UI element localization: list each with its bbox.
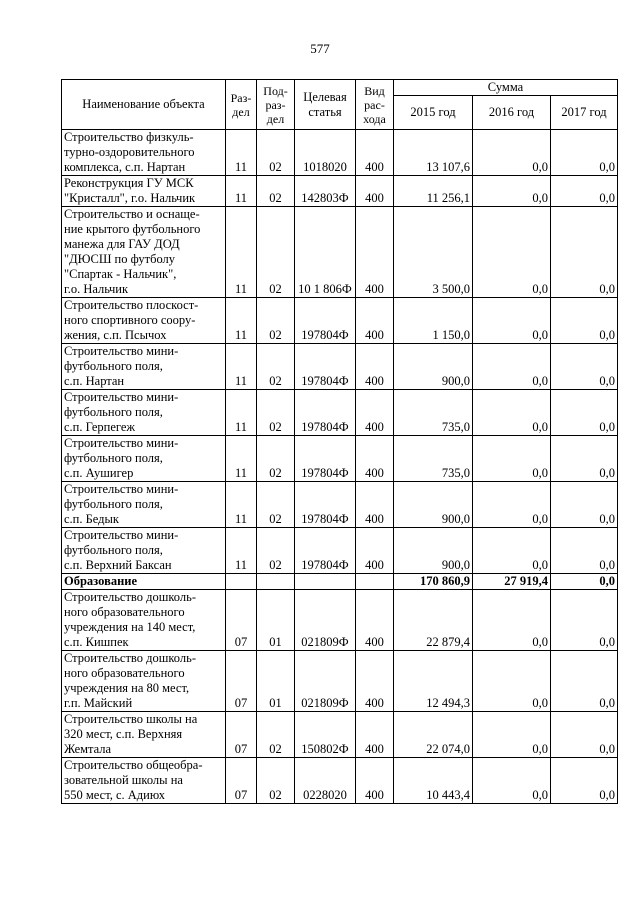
row-vid-raskhoda (356, 574, 394, 590)
row-sum-2015: 735,0 (394, 390, 473, 436)
row-object-name: Строительство физкуль- турно-оздоровительного комплекса, с.п. Нартан (62, 130, 226, 176)
row-sum-2016: 0,0 (473, 482, 551, 528)
row-podrazdel: 01 (257, 651, 295, 712)
row-razdel: 07 (226, 590, 257, 651)
row-sum-2015: 900,0 (394, 528, 473, 574)
row-sum-2017: 0,0 (551, 176, 618, 207)
section-row (62, 574, 618, 590)
row-object-name: Образование (62, 574, 226, 590)
table-row (62, 390, 618, 436)
row-sum-2015: 22 879,4 (394, 590, 473, 651)
row-sum-2015: 1 150,0 (394, 298, 473, 344)
row-sum-2015: 900,0 (394, 482, 473, 528)
header-summa: Сумма (394, 80, 618, 96)
row-celevaya-statya: 142803Ф (295, 176, 356, 207)
row-sum-2016: 0,0 (473, 298, 551, 344)
row-vid-raskhoda: 400 (356, 590, 394, 651)
header-year-2015: 2015 год (394, 96, 473, 130)
row-sum-2016: 0,0 (473, 758, 551, 804)
header-vid-text: Вид рас- хода (363, 83, 386, 126)
row-vid-raskhoda: 400 (356, 298, 394, 344)
row-razdel: 07 (226, 758, 257, 804)
row-podrazdel: 02 (257, 344, 295, 390)
row-sum-2015: 12 494,3 (394, 651, 473, 712)
row-celevaya-statya: 1018020 (295, 130, 356, 176)
table-row (62, 207, 618, 298)
row-celevaya-statya: 197804Ф (295, 344, 356, 390)
row-razdel: 11 (226, 298, 257, 344)
row-razdel: 11 (226, 176, 257, 207)
row-vid-raskhoda: 400 (356, 758, 394, 804)
header-podrazdel-text: Под- раз- дел (263, 83, 288, 126)
row-razdel: 07 (226, 651, 257, 712)
header-podrazdel (257, 80, 295, 130)
table-row (62, 712, 618, 758)
row-razdel: 11 (226, 344, 257, 390)
row-sum-2015: 11 256,1 (394, 176, 473, 207)
row-sum-2016: 0,0 (473, 207, 551, 298)
page-number: 577 (310, 41, 330, 56)
row-sum-2015: 13 107,6 (394, 130, 473, 176)
row-celevaya-statya: 197804Ф (295, 482, 356, 528)
row-sum-2016: 0,0 (473, 590, 551, 651)
header-vid-raskhoda (356, 80, 394, 130)
row-celevaya-statya: 021809Ф (295, 651, 356, 712)
row-vid-raskhoda: 400 (356, 651, 394, 712)
row-podrazdel: 02 (257, 528, 295, 574)
header-year-2016: 2016 год (473, 96, 551, 130)
row-celevaya-statya: 197804Ф (295, 528, 356, 574)
row-podrazdel: 02 (257, 176, 295, 207)
table-row (62, 590, 618, 651)
table-row (62, 528, 618, 574)
row-vid-raskhoda: 400 (356, 436, 394, 482)
row-razdel: 11 (226, 482, 257, 528)
budget-table (61, 79, 618, 804)
row-sum-2015: 22 074,0 (394, 712, 473, 758)
row-sum-2015: 10 443,4 (394, 758, 473, 804)
row-celevaya-statya (295, 574, 356, 590)
row-sum-2017: 0,0 (551, 130, 618, 176)
row-object-name: Строительство мини- футбольного поля, с.п. Герпегеж (62, 390, 226, 436)
row-razdel: 11 (226, 207, 257, 298)
row-razdel: 11 (226, 130, 257, 176)
row-sum-2016: 0,0 (473, 130, 551, 176)
row-sum-2017: 0,0 (551, 344, 618, 390)
table-row (62, 482, 618, 528)
table-row (62, 130, 618, 176)
row-sum-2015: 900,0 (394, 344, 473, 390)
row-podrazdel: 02 (257, 130, 295, 176)
row-podrazdel: 02 (257, 712, 295, 758)
row-object-name: Строительство мини- футбольного поля, с.п. Нартан (62, 344, 226, 390)
row-vid-raskhoda: 400 (356, 482, 394, 528)
row-celevaya-statya: 10 1 806Ф (295, 207, 356, 298)
row-sum-2016: 0,0 (473, 344, 551, 390)
row-object-name: Строительство дошколь- ного образовательного учреждения на 80 мест, г.п. Майский (62, 651, 226, 712)
row-object-name: Строительство мини- футбольного поля, с.п. Аушигер (62, 436, 226, 482)
row-razdel: 07 (226, 712, 257, 758)
row-podrazdel (257, 574, 295, 590)
table-body (62, 130, 618, 804)
row-celevaya-statya: 150802Ф (295, 712, 356, 758)
row-sum-2016: 0,0 (473, 712, 551, 758)
row-object-name: Строительство плоскост- ного спортивного соору- жения, с.п. Псычох (62, 298, 226, 344)
table-row (62, 298, 618, 344)
header-year-2017: 2017 год (551, 96, 618, 130)
row-vid-raskhoda: 400 (356, 130, 394, 176)
row-podrazdel: 02 (257, 298, 295, 344)
row-razdel: 11 (226, 528, 257, 574)
row-sum-2017: 0,0 (551, 528, 618, 574)
header-celevaya-statya (295, 80, 356, 130)
row-object-name: Строительство дошколь- ного образовательного учреждения на 140 мест, с.п. Кишпек (62, 590, 226, 651)
header-razdel (226, 80, 257, 130)
row-sum-2017: 0,0 (551, 436, 618, 482)
row-sum-2017: 0,0 (551, 390, 618, 436)
row-podrazdel: 01 (257, 590, 295, 651)
row-podrazdel: 02 (257, 436, 295, 482)
header-razdel-text: Раз- дел (230, 90, 252, 119)
row-podrazdel: 02 (257, 207, 295, 298)
row-sum-2017: 0,0 (551, 651, 618, 712)
row-sum-2016: 0,0 (473, 390, 551, 436)
row-vid-raskhoda: 400 (356, 528, 394, 574)
row-vid-raskhoda: 400 (356, 390, 394, 436)
row-razdel: 11 (226, 436, 257, 482)
row-sum-2016: 0,0 (473, 436, 551, 482)
row-celevaya-statya: 197804Ф (295, 298, 356, 344)
row-sum-2016: 27 919,4 (473, 574, 551, 590)
row-object-name: Строительство школы на 320 мест, с.п. Верхняя Жемтала (62, 712, 226, 758)
row-vid-raskhoda: 400 (356, 344, 394, 390)
row-sum-2015: 170 860,9 (394, 574, 473, 590)
row-celevaya-statya: 021809Ф (295, 590, 356, 651)
row-celevaya-statya: 197804Ф (295, 390, 356, 436)
row-vid-raskhoda: 400 (356, 207, 394, 298)
row-object-name: Реконструкция ГУ МСК "Кристалл", г.о. Нальчик (62, 176, 226, 207)
row-object-name: Строительство и оснаще- ние крытого футбольного манежа для ГАУ ДОД "ДЮСШ по футболу "Спартак - Нальчик", г.о. Нальчик (62, 207, 226, 298)
row-object-name: Строительство мини- футбольного поля, с.п. Верхний Баксан (62, 528, 226, 574)
header-celevaya-text: Целевая статья (303, 89, 347, 119)
row-sum-2017: 0,0 (551, 574, 618, 590)
row-sum-2016: 0,0 (473, 176, 551, 207)
row-celevaya-statya: 0228020 (295, 758, 356, 804)
row-razdel: 11 (226, 390, 257, 436)
row-sum-2015: 735,0 (394, 436, 473, 482)
row-sum-2017: 0,0 (551, 712, 618, 758)
table-row (62, 436, 618, 482)
table-row (62, 344, 618, 390)
row-sum-2015: 3 500,0 (394, 207, 473, 298)
row-celevaya-statya: 197804Ф (295, 436, 356, 482)
row-podrazdel: 02 (257, 758, 295, 804)
row-vid-raskhoda: 400 (356, 712, 394, 758)
row-podrazdel: 02 (257, 390, 295, 436)
row-object-name: Строительство общеобра- зовательной школы на 550 мест, с. Адиюх (62, 758, 226, 804)
row-object-name: Строительство мини- футбольного поля, с.п. Бедык (62, 482, 226, 528)
row-sum-2017: 0,0 (551, 207, 618, 298)
table-row (62, 651, 618, 712)
row-sum-2016: 0,0 (473, 651, 551, 712)
header-object-name: Наименование объекта (62, 80, 226, 130)
row-sum-2016: 0,0 (473, 528, 551, 574)
row-sum-2017: 0,0 (551, 758, 618, 804)
row-podrazdel: 02 (257, 482, 295, 528)
row-sum-2017: 0,0 (551, 482, 618, 528)
row-sum-2017: 0,0 (551, 298, 618, 344)
row-vid-raskhoda: 400 (356, 176, 394, 207)
table-row (62, 176, 618, 207)
row-sum-2017: 0,0 (551, 590, 618, 651)
table-row (62, 758, 618, 804)
row-razdel (226, 574, 257, 590)
